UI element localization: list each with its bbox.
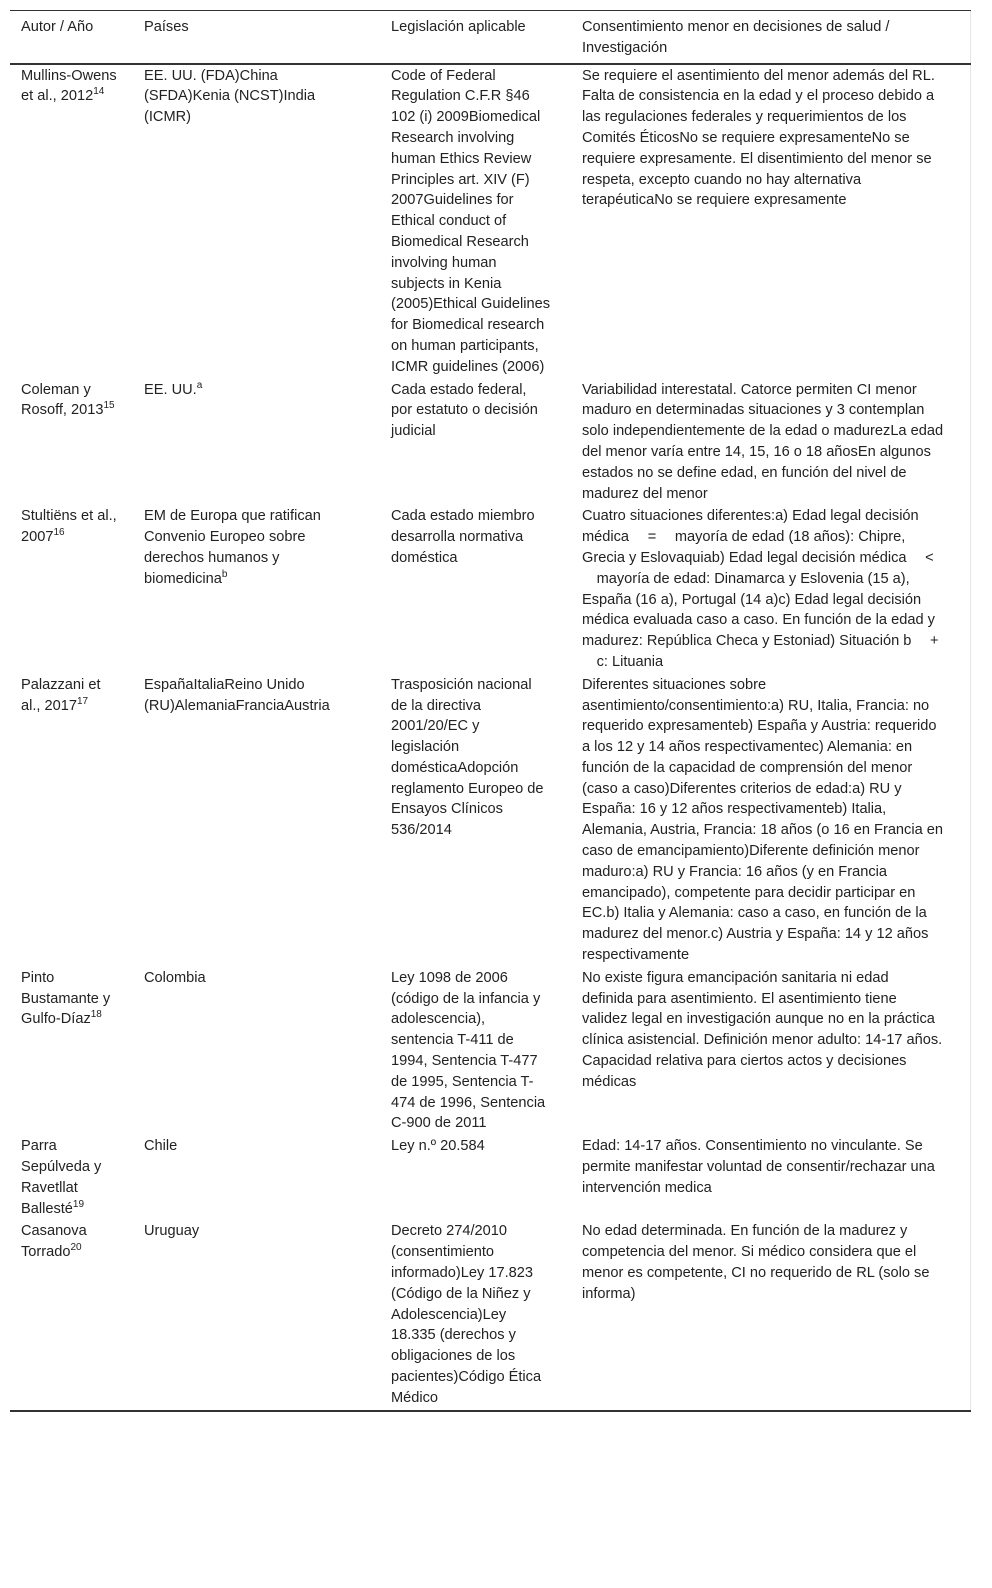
reference: 15	[103, 400, 115, 412]
cell-legislation: Cada estado federal, por estatuto o decisión judicial	[391, 381, 538, 440]
reference: 20	[70, 1242, 82, 1254]
cell-consent: No existe figura emancipación sanitaria ni edad definida para asentimiento. El asentimiento tiene validez legal en investigación aunque no en la práctica clínica asistencial. Definición menor adulto: 14-17 años. Capacidad relativa para ciertos actos y decisiones médicas	[582, 969, 943, 1090]
table-row	[10, 505, 970, 673]
footnote-mark: b	[221, 568, 228, 580]
cell-countries: Colombia	[144, 969, 206, 986]
cell-author: Casanova Torrado$^{20}$	[21, 1223, 87, 1261]
cell-author: Parra Sepúlveda y Ravetllat Ballesté$^{19}$	[21, 1138, 102, 1217]
table-row	[10, 379, 970, 506]
table-row	[10, 967, 970, 1135]
cell-countries: Uruguay	[144, 1223, 200, 1240]
footnote-mark: a	[196, 379, 203, 391]
cell-consent: Diferentes situaciones sobre asentimiento/consentimiento:a) RU, Italia, Francia: no requerido expresamenteb) España y Austria: requerido a los 12 y 14 años respectivamentec) Alemania: en función de la capacidad de comprensión del menor (caso a caso)Diferentes criterios de edad:a) RU y España: 16 y 12 años respectivamenteb) Italia, Alemania, Austria, Francia: 18 años (o 16 en Francia en caso de emancipamiento)Diferente definición menor maduro:a) RU y Francia: 16 años (y en Francia emancipado), competente para decidir participar en EC.b) Italia y Alemania: caso a caso, en función de la madurez del menor.c) Austria y España: 14 y 12 años respectivamente	[582, 676, 943, 964]
cell-legislation: Ley 1098 de 2006 (código de la infancia y adolescencia), sentencia T-411 de 1994, Sentencia T-477 de 1995, Sentencia T-474 de 1996, Sentencia C-900 de 2011	[391, 969, 546, 1132]
cell-countries: EM de Europa que ratifican Convenio Europeo sobre derechos humanos y biomedicina$^b$	[144, 508, 321, 587]
header-author: Autor / Año	[21, 19, 94, 35]
legislation-table	[10, 10, 971, 1412]
cell-legislation: Code of Federal Regulation C.F.R §46 102 (i) 2009Biomedical Research involving human Ethics Review Principles art. XIV (F) 2007Guidelines for Ethical conduct of Biomedical Research involving human subjects in Kenia (2005)Ethical Guidelines for Biomedical research on human participants, ICMR guidelines (2006)	[391, 67, 550, 375]
cell-author: Stultiëns et al., 2007$^{16}$	[21, 508, 117, 546]
cell-legislation: Trasposición nacional de la directiva 2001/20/EC y legislación domésticaAdopción reglamento Europeo de Ensayos Clínicos 536/2014	[391, 676, 544, 839]
cell-legislation: Cada estado miembro desarrolla normativa doméstica	[391, 508, 535, 566]
cell-countries: EE. UU.$^a$	[144, 379, 203, 398]
reference: 14	[93, 86, 105, 98]
cell-consent: No edad determinada. En función de la madurez y competencia del menor. Si médico considera que el menor es competente, CI no requerido de RL (solo se informa)	[582, 1223, 930, 1302]
cell-author: Coleman y Rosoff, 2013$^{15}$	[21, 381, 115, 419]
table-row	[10, 1220, 970, 1410]
cell-legislation: Decreto 274/2010 (consentimiento informado)Ley 17.823 (Código de la Niñez y Adolescencia)Ley 18.335 (derechos y obligaciones de los pacientes)Código Ética Médico	[391, 1223, 542, 1406]
table-row	[10, 674, 970, 967]
header-row	[10, 11, 970, 64]
cell-legislation: Ley n.º 20.584	[391, 1138, 485, 1155]
cell-countries: EE. UU. (FDA)China (SFDA)Kenia (NCST)India (ICMR)	[144, 67, 316, 126]
reference: 19	[72, 1198, 85, 1210]
header-countries: Países	[144, 19, 189, 35]
cell-consent: Variabilidad interestatal. Catorce permiten CI menor maduro en determinadas situaciones y 3 contemplan solo independientemente de la edad o madurezLa edad del menor varía entre 14, 15, 16 o 18 añosEn algunos estados no se define edad, en función del nivel de madurez del menor	[582, 381, 944, 502]
cell-consent: Edad: 14-17 años. Consentimiento no vinculante. Se permite manifestar voluntad de consentir/rechazar una intervención medica	[582, 1138, 935, 1196]
cell-author: Mullins-Owens et al., 2012$^{14}$	[21, 67, 117, 105]
header-consent: Consentimiento menor en decisiones de salud / Investigación	[582, 19, 890, 56]
table-row	[10, 1135, 970, 1220]
reference: 18	[90, 1009, 102, 1021]
reference: 17	[77, 695, 89, 707]
cell-consent: Cuatro situaciones diferentes:a) Edad legal decisión médica = mayoría de edad (18 años): Chipre, Grecia y Eslovaquiab) Edad legal decisión médica < mayoría de edad: Dinamarca y Eslovenia (15 a), España (16 a), Portugal (14 a)c) Edad legal decisión médica evaluada caso a caso. En función de la edad y madurez: República Checa y Estoniad) Situación b + c: Lituania	[582, 508, 939, 670]
cell-countries: EspañaItaliaReino Unido (RU)AlemaniaFranciaAustria	[144, 676, 330, 714]
cell-countries: Chile	[144, 1138, 178, 1155]
reference: 16	[53, 527, 65, 539]
cell-author: Pinto Bustamante y Gulfo-Díaz$^{18}$	[21, 969, 111, 1028]
table-row	[10, 64, 970, 379]
cell-consent: Se requiere el asentimiento del menor además del RL. Falta de consistencia en la edad y el proceso debido a las regulaciones federales y requerimientos de los Comités ÉticosNo se requiere expresamenteNo se requiere expresamente. El disentimiento del menor se respeta, excepto cuando no hay alternativa terapéuticaNo se requiere expresamente	[582, 67, 935, 209]
cell-author: Palazzani et al., 2017$^{17}$	[21, 676, 101, 714]
header-legislation: Legislación aplicable	[391, 19, 526, 35]
